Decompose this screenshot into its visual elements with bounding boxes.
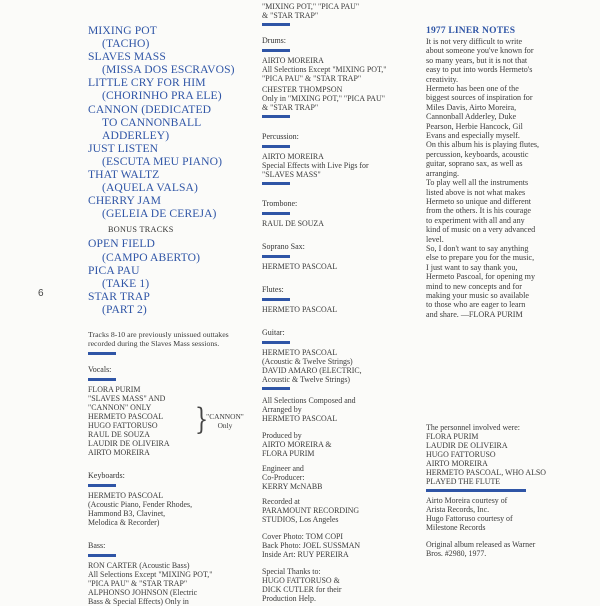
section-flutes [262,279,417,314]
bass-continued: "MIXING POT," "PICA PAU" & "STAR TRAP" [262,2,360,20]
track-subtitle: (ESCUTA MEU PIANO) [102,154,223,168]
personnel-name: LAUDIR DE OLIVEIRA [426,441,508,450]
studio-credit: Recorded at PARAMOUNT RECORDING STUDIOS, Los Angeles [262,497,360,524]
track-title: THAT WALTZ [88,168,160,182]
section-rule [262,387,290,390]
section-rule [262,298,290,301]
courtesy-note: Airto Moreira courtesy of Arista Records, Inc. Hugo Fattoruso courtesy of Milestone Records [426,496,513,532]
track-subtitle: (CHORINHO PRA ELE) [102,89,222,103]
credit-line: "SLAVES MASS" AND [88,393,166,403]
track-subtitle: (PART 2) [102,302,147,316]
credit-line: Hammond B3, Clavinet, [88,508,166,518]
track-subtitle: (GELEIA DE CEREJA) [102,207,217,221]
track-title: CHERRY JAM [88,194,162,208]
section-drums [262,30,417,118]
credit-line: RON CARTER (Acoustic Bass) [88,560,190,570]
credit-line: RAUL DE SOUZA [88,429,150,439]
bonus-track-list [88,237,243,316]
track-item [88,194,243,220]
column-tracklist [88,24,243,606]
section-rule [262,182,290,185]
track-item [88,264,243,290]
credit-line: AIRTO MOREIRA [88,447,150,457]
section-rule [262,23,290,26]
liner-notes-body: It is not very difficult to write about someone you've known for so many years, but it is not that easy to put into words Hermeto's creativity. Hermeto has been one of the biggest sources of inspiration for Miles Davis, Airto Moreira, Cannonball Adderley, Duke Pearson, Herbie Hancock, Gil Evans and especially myself. On this album his is playing flutes, percussion, keyboards, acoustic guitar, soprano sax, as well as arranging. To play well all the instruments listed above is not what makes Hermeto so unique and different from the others. It is his courage to experiment with all and any kind of music on a very advanced level. So, I don't want to say anything else to prepare you for the music, I just want to say thank you, Hermeto Pascoal, for opening my mind to new concepts and for making your music so available to those who are eager to learn and share. —FLORA PURIM [426,37,540,319]
credit-line: "SLAVES MASS" [262,170,321,179]
column-liner-notes [426,26,592,319]
section-label: Trombone: [262,199,298,208]
section-rule [262,341,290,344]
section-label: Bass: [88,540,106,550]
credit-line: Special Effects with Live Pigs for [262,161,369,170]
composer-credit: All Selections Composed and Arranged by HERMETO PASCOAL [262,396,356,423]
original-release-note: Original album released as Warner Bros. #2980, 1977. [426,540,536,558]
credit-line: HERMETO PASCOAL [262,305,338,314]
credit-line: RAUL DE SOUZA [262,219,324,228]
credit-line: & "STAR TRAP" [262,103,319,112]
track-title: STAR TRAP [88,289,150,303]
credit-line: HUGO FATTORUSO [88,420,158,430]
engineer-credit: Engineer and Co-Producer: KERRY McNABB [262,464,323,491]
section-rule [262,49,290,52]
track-item [88,50,243,76]
personnel-block [426,423,592,558]
track-item [88,24,243,50]
track-title: JUST LISTEN [88,141,159,155]
column-credits [262,2,417,603]
vocals-list [88,385,243,457]
credit-line: HERMETO PASCOAL [262,348,338,357]
section-rule [426,489,526,492]
credit-line: (Acoustic Piano, Fender Rhodes, [88,499,193,509]
section-label: Percussion: [262,132,299,141]
personnel-name: HUGO FATTORUSO [426,450,496,459]
section-label: Guitar: [262,328,285,337]
credit-line: Melodica & Recorder) [88,517,160,527]
track-subtitle: (MISSA DOS ESCRAVOS) [102,63,235,77]
section-label: Drums: [262,36,286,45]
page-number: 6 [38,288,44,299]
section-trombone [262,193,417,228]
section-rule [262,145,290,148]
track-subtitle: ADDERLEY) [102,128,170,142]
track-subtitle: TO CANNONBALL [102,115,202,129]
outtakes-note: Tracks 8-10 are previously unissued outtakes recorded during the Slaves Mass sessions. [88,329,229,348]
credit-line: Only in "MIXING POT," "PICA PAU" [262,94,385,103]
section-bass [88,535,243,606]
section-rule [88,484,116,487]
track-title: LITTLE CRY FOR HIM [88,76,206,90]
section-label: Flutes: [262,285,284,294]
section-keyboards [88,465,243,527]
section-guitar [262,322,417,390]
credit-line: AIRTO MOREIRA [262,152,324,161]
section-rule [88,352,116,355]
credit-line: LAUDIR DE OLIVEIRA [88,438,170,448]
track-item [88,290,243,316]
credit-line: All Selections Except "MIXING POT," [262,65,387,74]
personnel-name: PLAYED THE FLUTE [426,477,501,486]
credit-line: Bass & Special Effects) Only in [88,596,189,606]
bonus-tracks-label: BONUS TRACKS [108,225,174,235]
photo-credit: Cover Photo: TOM COPI Back Photo: JOEL SUSSMAN Inside Art: RUY PEREIRA [262,532,361,559]
section-label: Vocals: [88,364,112,374]
track-item [88,142,243,168]
section-vocals [88,359,243,457]
section-label: Keyboards: [88,470,125,480]
track-item [88,103,243,142]
track-title: SLAVES MASS [88,50,166,64]
section-soprano-sax [262,236,417,271]
cannon-only-note: "CANNON" Only [206,411,244,430]
section-rule [262,255,290,258]
credit-line: FLORA PURIM [88,384,141,394]
track-title: MIXING POT [88,24,157,37]
credit-line: Acoustic & Twelve Strings) [262,375,351,384]
credit-line: ALPHONSO JOHNSON (Electric [88,587,198,597]
section-rule [262,212,290,215]
personnel-intro: The personnel involved were: [426,423,520,432]
section-rule [88,554,116,557]
section-label: Soprano Sax: [262,242,305,251]
credit-line: (Acoustic & Twelve Strings) [262,357,353,366]
credit-line: All Selections Except "MIXING POT," [88,569,213,579]
section-rule [88,378,116,381]
track-title: OPEN FIELD [88,237,156,251]
track-item [88,76,243,102]
producer-credit: Produced by AIRTO MOREIRA & FLORA PURIM [262,431,332,458]
track-subtitle: (TAKE 1) [102,276,150,290]
credit-line: DAVID AMARO (ELECTRIC, [262,366,362,375]
brace-icon: } [194,401,209,437]
track-item [88,237,243,263]
credit-line: HERMETO PASCOAL [262,262,338,271]
credit-line: HERMETO PASCOAL [88,490,164,500]
track-subtitle: (TACHO) [102,37,150,51]
credit-line: "PICA PAU" & "STAR TRAP" [262,74,362,83]
personnel-name: AIRTO MOREIRA [426,459,488,468]
track-title: CANNON (DEDICATED [88,102,212,116]
section-rule [262,115,290,118]
credit-line: AIRTO MOREIRA [262,56,324,65]
liner-notes-title: 1977 LINER NOTES [426,26,516,36]
personnel-name: HERMETO PASCOAL, WHO ALSO [426,468,546,477]
track-item [88,168,243,194]
personnel-name: FLORA PURIM [426,432,479,441]
track-title: PICA PAU [88,263,140,277]
special-thanks: Special Thanks to: HUGO FATTORUSO & DICK CUTLER for their Production Help. [262,567,342,603]
credit-line: "CANNON" ONLY [88,402,152,412]
track-subtitle: (CAMPO ABERTO) [102,250,201,264]
credit-line: HERMETO PASCOAL [88,411,164,421]
credit-line: CHESTER THOMPSON [262,85,343,94]
section-percussion [262,126,417,185]
track-subtitle: (AQUELA VALSA) [102,181,198,195]
track-list [88,24,243,220]
credit-line: "PICA PAU" & "STAR TRAP" [88,578,188,588]
